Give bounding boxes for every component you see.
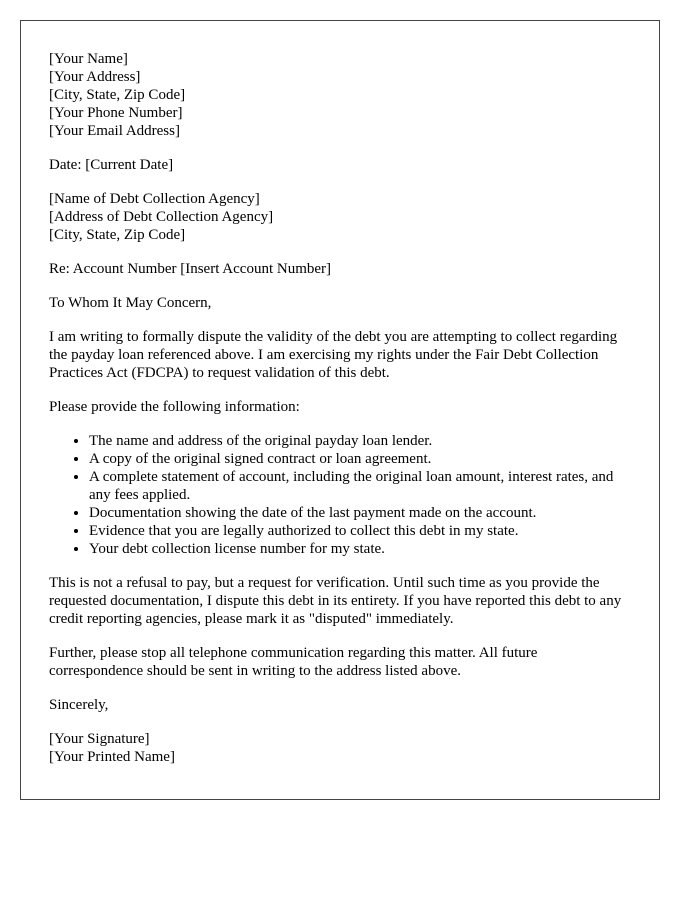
recipient-city-state-zip: [City, State, Zip Code] [49, 227, 186, 243]
list-item: • A complete statement of account, including the original loan amount, interest rates, and any fees applied. [89, 468, 631, 504]
recipient-block [49, 190, 631, 244]
sender-block [49, 50, 631, 140]
recipient-name: [Name of Debt Collection Agency] [49, 191, 260, 207]
signature-line: [Your Signature] [49, 731, 150, 747]
dispute-paragraph: I am writing to formally dispute the validity of the debt you are attempting to collect regarding the payday loan referenced above. I am exercising my rights under the Fair Debt Collection Practices Act (FDCPA) to request validation of this debt. [49, 329, 618, 381]
signature-block [49, 730, 631, 766]
sender-phone: [Your Phone Number] [49, 105, 183, 121]
printed-name: [Your Printed Name] [49, 749, 175, 765]
letter-page [20, 20, 660, 800]
list-item: • The name and address of the original payday loan lender. [89, 432, 631, 450]
salutation: To Whom It May Concern, [49, 295, 212, 311]
list-item: • Your debt collection license number for my state. [89, 540, 631, 558]
requested-items-list [49, 432, 631, 558]
date-line: Date: [Current Date] [49, 157, 174, 173]
request-intro: Please provide the following information: [49, 399, 300, 415]
recipient-address: [Address of Debt Collection Agency] [49, 209, 274, 225]
list-item: • A copy of the original signed contract or loan agreement. [89, 450, 631, 468]
communication-paragraph: Further, please stop all telephone communication regarding this matter. All future correspondence should be sent in writing to the address listed above. [49, 645, 538, 679]
list-item: • Documentation showing the date of the last payment made on the account. [89, 504, 631, 522]
list-item: • Evidence that you are legally authorized to collect this debt in my state. [89, 522, 631, 540]
sender-address: [Your Address] [49, 69, 141, 85]
closing: Sincerely, [49, 697, 109, 713]
sender-city-state-zip: [City, State, Zip Code] [49, 87, 186, 103]
verification-paragraph: This is not a refusal to pay, but a request for verification. Until such time as you provide the requested documentation, I dispute this debt in its entirety. If you have reported this debt to any credit reporting agencies, please mark it as "disputed" immediately. [49, 575, 622, 627]
sender-email: [Your Email Address] [49, 123, 180, 139]
re-line: Re: Account Number [Insert Account Number] [49, 261, 332, 277]
sender-name: [Your Name] [49, 51, 128, 67]
